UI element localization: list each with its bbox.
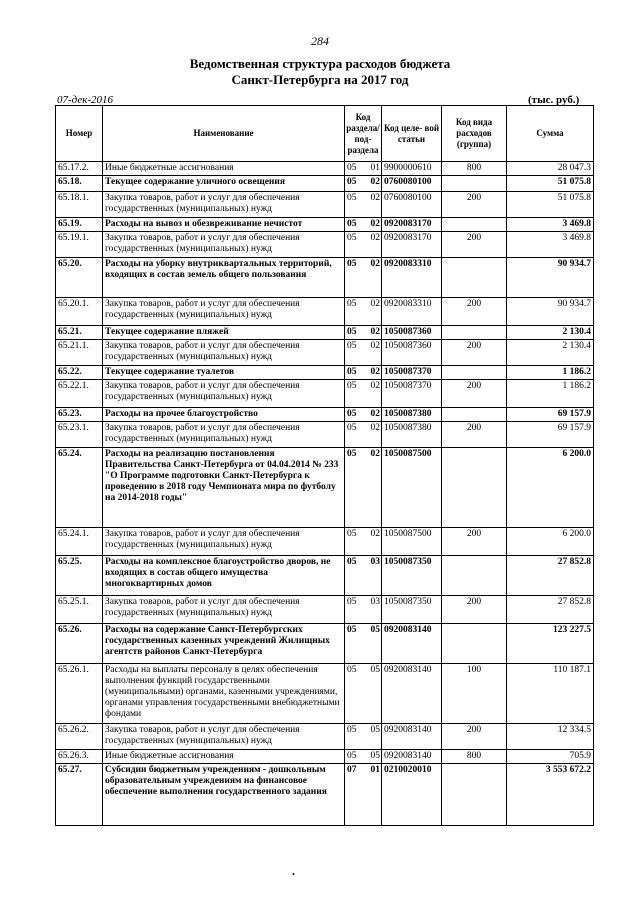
row-expense-type-code: 800 [442, 750, 507, 764]
row-section-code: 05 [345, 298, 365, 326]
row-name: Закупка товаров, работ и услуг для обеспечения государственных (муниципальных) нужд [103, 422, 345, 448]
row-section-code: 05 [345, 596, 365, 624]
row-subsection-code: 02 [365, 232, 382, 258]
row-target-code: 1050087350 [382, 596, 442, 624]
header-number: Номер [56, 106, 103, 162]
row-subsection-code: 05 [365, 750, 382, 764]
row-name: Закупка товаров, работ и услуг для обеспечения государственных (муниципальных) нужд [103, 724, 345, 750]
row-target-code: 1050087500 [382, 448, 442, 528]
row-name: Расходы на содержание Санкт-Петербургских государственных казенных учреждений Жилищных агентств районов Санкт-Петербурга [103, 624, 345, 664]
row-number: 65.25. [56, 556, 103, 596]
row-name: Иные бюджетные ассигнования [103, 162, 345, 176]
row-name: Расходы на прочее благоустройство [103, 408, 345, 422]
row-number: 65.25.1. [56, 596, 103, 624]
row-subsection-code: 02 [365, 448, 382, 528]
row-section-code: 05 [345, 624, 365, 664]
row-amount: 123 227.5 [507, 624, 594, 664]
row-amount: 705.9 [507, 750, 594, 764]
row-expense-type-code: 200 [442, 596, 507, 624]
row-number: 65.26.1. [56, 664, 103, 724]
row-section-code: 05 [345, 422, 365, 448]
row-number: 65.19.1. [56, 232, 103, 258]
table-row [56, 340, 594, 366]
row-target-code: 1050087380 [382, 422, 442, 448]
header-section-code: Код раздела/ под- раздела [345, 106, 382, 162]
row-expense-type-code [442, 258, 507, 298]
row-target-code: 0210020010 [382, 764, 442, 826]
row-section-code: 05 [345, 326, 365, 340]
table-row [56, 298, 594, 326]
page-number: 284 [311, 34, 329, 48]
row-target-code: 9900000610 [382, 162, 442, 176]
row-subsection-code: 03 [365, 596, 382, 624]
row-number: 65.20. [56, 258, 103, 298]
table-row [56, 232, 594, 258]
row-amount: 28 047.3 [507, 162, 594, 176]
row-amount: 1 186.2 [507, 366, 594, 380]
row-subsection-code: 01 [365, 764, 382, 826]
row-number: 65.19. [56, 218, 103, 232]
row-number: 65.18. [56, 176, 103, 192]
title-line-2: Санкт-Петербурга на 2017 год [231, 72, 409, 87]
row-subsection-code: 02 [365, 258, 382, 298]
table-row [56, 422, 594, 448]
table-row [56, 176, 594, 192]
row-amount: 3 553 672.2 [507, 764, 594, 826]
row-subsection-code: 02 [365, 218, 382, 232]
units-label: (тыс. руб.) [528, 94, 580, 106]
table-row [56, 380, 594, 408]
row-section-code: 05 [345, 366, 365, 380]
row-section-code: 05 [345, 192, 365, 218]
row-amount: 12 334.5 [507, 724, 594, 750]
title-line-1: Ведомственная структура расходов бюджета [189, 56, 451, 71]
row-name: Субсидии бюджетным учреждениям - дошкольным образовательным учреждениям на финансовое обеспечение выполнения государственного задания [103, 764, 345, 826]
row-amount: 27 852.8 [507, 556, 594, 596]
row-expense-type-code: 200 [442, 232, 507, 258]
row-amount: 90 934.7 [507, 258, 594, 298]
row-target-code: 0920083170 [382, 218, 442, 232]
row-number: 65.26.3. [56, 750, 103, 764]
row-section-code: 05 [345, 528, 365, 556]
row-expense-type-code: 200 [442, 724, 507, 750]
row-number: 65.21.1. [56, 340, 103, 366]
row-amount: 51 075.8 [507, 192, 594, 218]
row-section-code: 05 [345, 380, 365, 408]
table-row [56, 528, 594, 556]
table-row [56, 408, 594, 422]
table-row [56, 448, 594, 528]
row-subsection-code: 02 [365, 380, 382, 408]
row-subsection-code: 05 [365, 664, 382, 724]
row-section-code: 05 [345, 258, 365, 298]
row-section-code: 05 [345, 750, 365, 764]
row-target-code: 0920083310 [382, 258, 442, 298]
row-subsection-code: 02 [365, 176, 382, 192]
row-amount: 69 157.9 [507, 408, 594, 422]
row-target-code: 1050087350 [382, 556, 442, 596]
row-subsection-code: 01 [365, 162, 382, 176]
row-name: Закупка товаров, работ и услуг для обеспечения государственных (муниципальных) нужд [103, 192, 345, 218]
row-target-code: 0760080100 [382, 192, 442, 218]
row-subsection-code: 05 [365, 624, 382, 664]
row-target-code: 0920083310 [382, 298, 442, 326]
row-section-code: 05 [345, 218, 365, 232]
row-expense-type-code: 200 [442, 380, 507, 408]
row-target-code: 0760080100 [382, 176, 442, 192]
row-expense-type-code: 200 [442, 528, 507, 556]
table-row [56, 624, 594, 664]
row-amount: 1 186.2 [507, 380, 594, 408]
row-amount: 6 200.0 [507, 528, 594, 556]
row-subsection-code: 02 [365, 366, 382, 380]
header-amount: Сумма [507, 106, 594, 162]
row-name: Закупка товаров, работ и услуг для обеспечения государственных (муниципальных) нужд [103, 298, 345, 326]
row-target-code: 0920083140 [382, 750, 442, 764]
row-amount: 27 852.8 [507, 596, 594, 624]
table-row [56, 366, 594, 380]
row-amount: 2 130.4 [507, 340, 594, 366]
table-row [56, 258, 594, 298]
row-subsection-code: 02 [365, 298, 382, 326]
row-section-code: 05 [345, 556, 365, 596]
document-date: 07-дек-2016 [57, 94, 114, 106]
row-section-code: 07 [345, 764, 365, 826]
row-expense-type-code [442, 556, 507, 596]
row-number: 65.24.1. [56, 528, 103, 556]
table-header-row [56, 106, 594, 162]
row-subsection-code: 02 [365, 340, 382, 366]
document-title [0, 56, 640, 88]
row-subsection-code: 02 [365, 192, 382, 218]
row-expense-type-code [442, 176, 507, 192]
row-subsection-code: 02 [365, 408, 382, 422]
row-number: 65.27. [56, 764, 103, 826]
row-target-code: 1050087360 [382, 340, 442, 366]
row-name: Закупка товаров, работ и услуг для обеспечения государственных (муниципальных) нужд [103, 380, 345, 408]
row-number: 65.17.2. [56, 162, 103, 176]
row-name: Расходы на реализацию постановления Правительства Санкт-Петербурга от 04.04.2014 № 233 "О Программе подготовки Санкт-Петербурга к проведению в 2018 году Чемпионата мира по футболу на 2014-2018 годы" [103, 448, 345, 528]
row-section-code: 05 [345, 448, 365, 528]
row-section-code: 05 [345, 664, 365, 724]
row-expense-type-code [442, 366, 507, 380]
row-number: 65.18.1. [56, 192, 103, 218]
row-number: 65.24. [56, 448, 103, 528]
row-number: 65.20.1. [56, 298, 103, 326]
row-number: 65.26. [56, 624, 103, 664]
row-section-code: 05 [345, 176, 365, 192]
row-target-code: 1050087370 [382, 380, 442, 408]
row-target-code: 1050087380 [382, 408, 442, 422]
row-subsection-code: 05 [365, 724, 382, 750]
row-expense-type-code [442, 764, 507, 826]
table-row [56, 162, 594, 176]
row-target-code: 0920083140 [382, 664, 442, 724]
table-row [56, 192, 594, 218]
row-name: Расходы на комплексное благоустройство дворов, не входящих в состав общего имущества многоквартирных домов [103, 556, 345, 596]
row-expense-type-code: 100 [442, 664, 507, 724]
row-name: Расходы на выплаты персоналу в целях обеспечения выполнения функций государственными (муниципальными) органами, казенными учреждениями, органами управления государственными внебюджетными фондами [103, 664, 345, 724]
row-expense-type-code [442, 448, 507, 528]
header-name: Наименование [103, 106, 345, 162]
table-row [56, 724, 594, 750]
row-amount: 69 157.9 [507, 422, 594, 448]
row-expense-type-code [442, 408, 507, 422]
row-name: Иные бюджетные ассигнования [103, 750, 345, 764]
row-target-code: 0920083170 [382, 232, 442, 258]
header-target-code: Код целе- вой статьи [382, 106, 442, 162]
row-section-code: 05 [345, 724, 365, 750]
row-subsection-code: 02 [365, 326, 382, 340]
table-row [56, 764, 594, 826]
row-amount: 3 469.8 [507, 218, 594, 232]
row-number: 65.22.1. [56, 380, 103, 408]
row-amount: 2 130.4 [507, 326, 594, 340]
row-amount: 90 934.7 [507, 298, 594, 326]
row-amount: 110 187.1 [507, 664, 594, 724]
page-mark: • [292, 870, 295, 879]
row-target-code: 1050087360 [382, 326, 442, 340]
row-number: 65.21. [56, 326, 103, 340]
table-row [56, 218, 594, 232]
row-section-code: 05 [345, 408, 365, 422]
row-section-code: 05 [345, 340, 365, 366]
row-subsection-code: 02 [365, 528, 382, 556]
row-amount: 51 075.8 [507, 176, 594, 192]
row-name: Текущее содержание пляжей [103, 326, 345, 340]
budget-table [55, 105, 594, 826]
row-expense-type-code: 200 [442, 340, 507, 366]
row-name: Текущее содержание туалетов [103, 366, 345, 380]
row-target-code: 1050087500 [382, 528, 442, 556]
row-number: 65.22. [56, 366, 103, 380]
row-target-code: 0920083140 [382, 624, 442, 664]
row-name: Расходы на вывоз и обезвреживание нечистот [103, 218, 345, 232]
row-section-code: 05 [345, 232, 365, 258]
row-number: 65.23. [56, 408, 103, 422]
table-row [56, 750, 594, 764]
table-row [56, 556, 594, 596]
row-subsection-code: 03 [365, 556, 382, 596]
row-name: Текущее содержание уличного освещения [103, 176, 345, 192]
row-amount: 3 469.8 [507, 232, 594, 258]
row-number: 65.23.1. [56, 422, 103, 448]
row-expense-type-code: 200 [442, 298, 507, 326]
row-name: Закупка товаров, работ и услуг для обеспечения государственных (муниципальных) нужд [103, 340, 345, 366]
row-expense-type-code [442, 624, 507, 664]
row-expense-type-code: 200 [442, 192, 507, 218]
row-expense-type-code: 200 [442, 422, 507, 448]
row-name: Закупка товаров, работ и услуг для обеспечения государственных (муниципальных) нужд [103, 528, 345, 556]
row-number: 65.26.2. [56, 724, 103, 750]
table-row [56, 596, 594, 624]
row-section-code: 05 [345, 162, 365, 176]
table-row [56, 326, 594, 340]
row-name: Закупка товаров, работ и услуг для обеспечения государственных (муниципальных) нужд [103, 596, 345, 624]
row-expense-type-code: 800 [442, 162, 507, 176]
row-amount: 6 200.0 [507, 448, 594, 528]
header-expense-type-code: Код вида расходов (группа) [442, 106, 507, 162]
row-subsection-code: 02 [365, 422, 382, 448]
row-name: Закупка товаров, работ и услуг для обеспечения государственных (муниципальных) нужд [103, 232, 345, 258]
row-target-code: 1050087370 [382, 366, 442, 380]
table-row [56, 664, 594, 724]
row-expense-type-code [442, 326, 507, 340]
row-name: Расходы на уборку внутриквартальных территорий, входящих в состав земель общего пользования [103, 258, 345, 298]
row-target-code: 0920083140 [382, 724, 442, 750]
row-expense-type-code [442, 218, 507, 232]
